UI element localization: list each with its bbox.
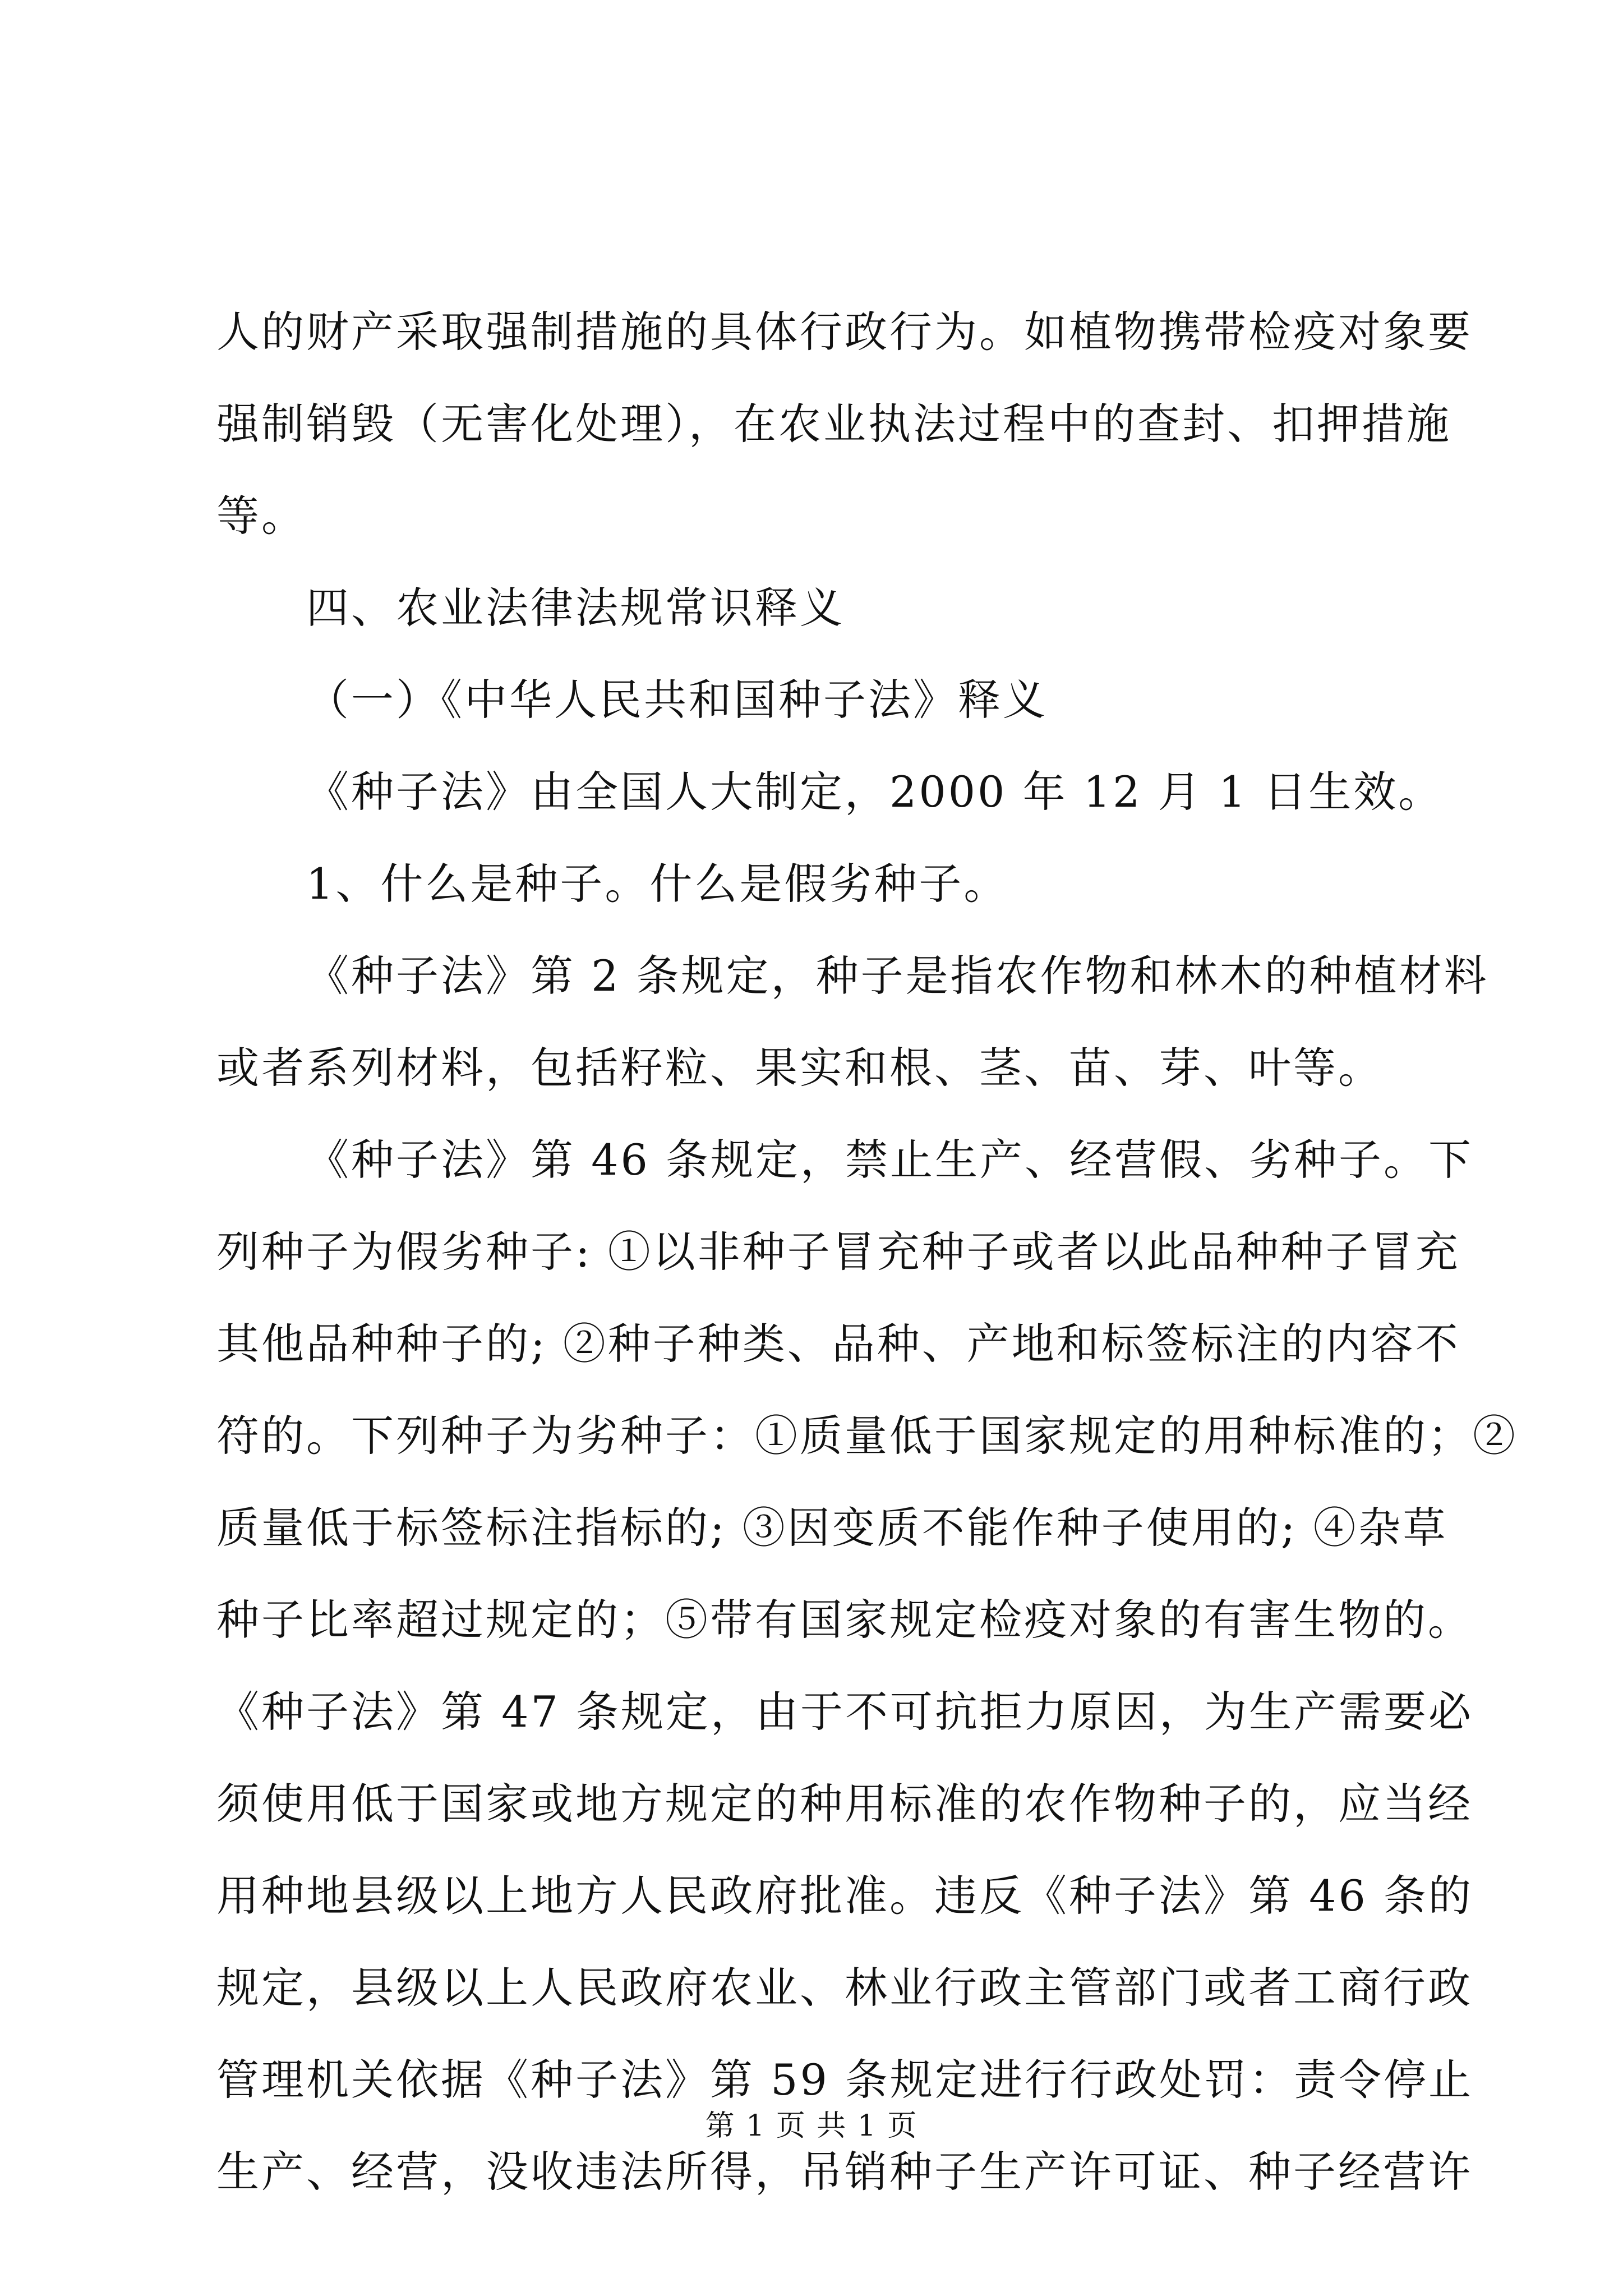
text-line: 强制销毁（无害化处理），在农业执法过程中的查封、扣押措施 [216, 399, 1451, 449]
text-line: 须使用低于国家或地方规定的种用标准的农作物种子的，应当经 [216, 1779, 1473, 1829]
section-heading: 四、农业法律法规常识释义 [306, 583, 845, 633]
text-line: 管理机关依据《种子法》第 59 条规定进行行政处罚：责令停止 [216, 2055, 1474, 2105]
text-line: 或者系列材料，包括籽粒、果实和根、茎、苗、芽、叶等。 [216, 1043, 1383, 1093]
text-line: 人的财产采取强制措施的具体行政行为。如植物携带检疫对象要 [216, 307, 1473, 357]
text-line: 其他品种种子的; ②种子种类、品种、产地和标签标注的内容不 [216, 1319, 1460, 1369]
text-line: 质量低于标签标注指标的; ③因变质不能作种子使用的; ④杂草 [216, 1503, 1448, 1553]
subsection-heading: （一）《中华人民共和国种子法》释义 [306, 675, 1048, 725]
text-line: 《种子法》由全国人大制定，2000 年 12 月 1 日生效。 [306, 767, 1444, 817]
text-line: 种子比率超过规定的；⑤带有国家规定检疫对象的有害生物的。 [216, 1595, 1473, 1645]
page-number-footer: 第 1 页 共 1 页 [705, 2109, 918, 2143]
document-body [216, 286, 1518, 2218]
question-heading: 1、什么是种子。什么是假劣种子。 [306, 859, 1009, 909]
text-line: 用种地县级以上地方人民政府批准。违反《种子法》第 46 条的 [216, 1871, 1474, 1921]
text-line: 符的。下列种子为劣种子：①质量低于国家规定的用种标准的；② [216, 1411, 1518, 1461]
text-line: 等。 [216, 491, 306, 541]
text-line: 列种子为假劣种子: ①以非种子冒充种子或者以此品种种子冒充 [216, 1227, 1460, 1277]
text-line: 《种子法》第 2 条规定，种子是指农作物和林木的种植材料 [306, 951, 1489, 1001]
text-line: 规定，县级以上人民政府农业、林业行政主管部门或者工商行政 [216, 1963, 1473, 2013]
text-line: 《种子法》第 47 条规定，由于不可抗拒力原因，为生产需要必 [216, 1687, 1474, 1737]
text-line: 生产、经营，没收违法所得，吊销种子生产许可证、种子经营许 [216, 2147, 1473, 2197]
text-line: 《种子法》第 46 条规定，禁止生产、经营假、劣种子。下 [306, 1135, 1474, 1185]
